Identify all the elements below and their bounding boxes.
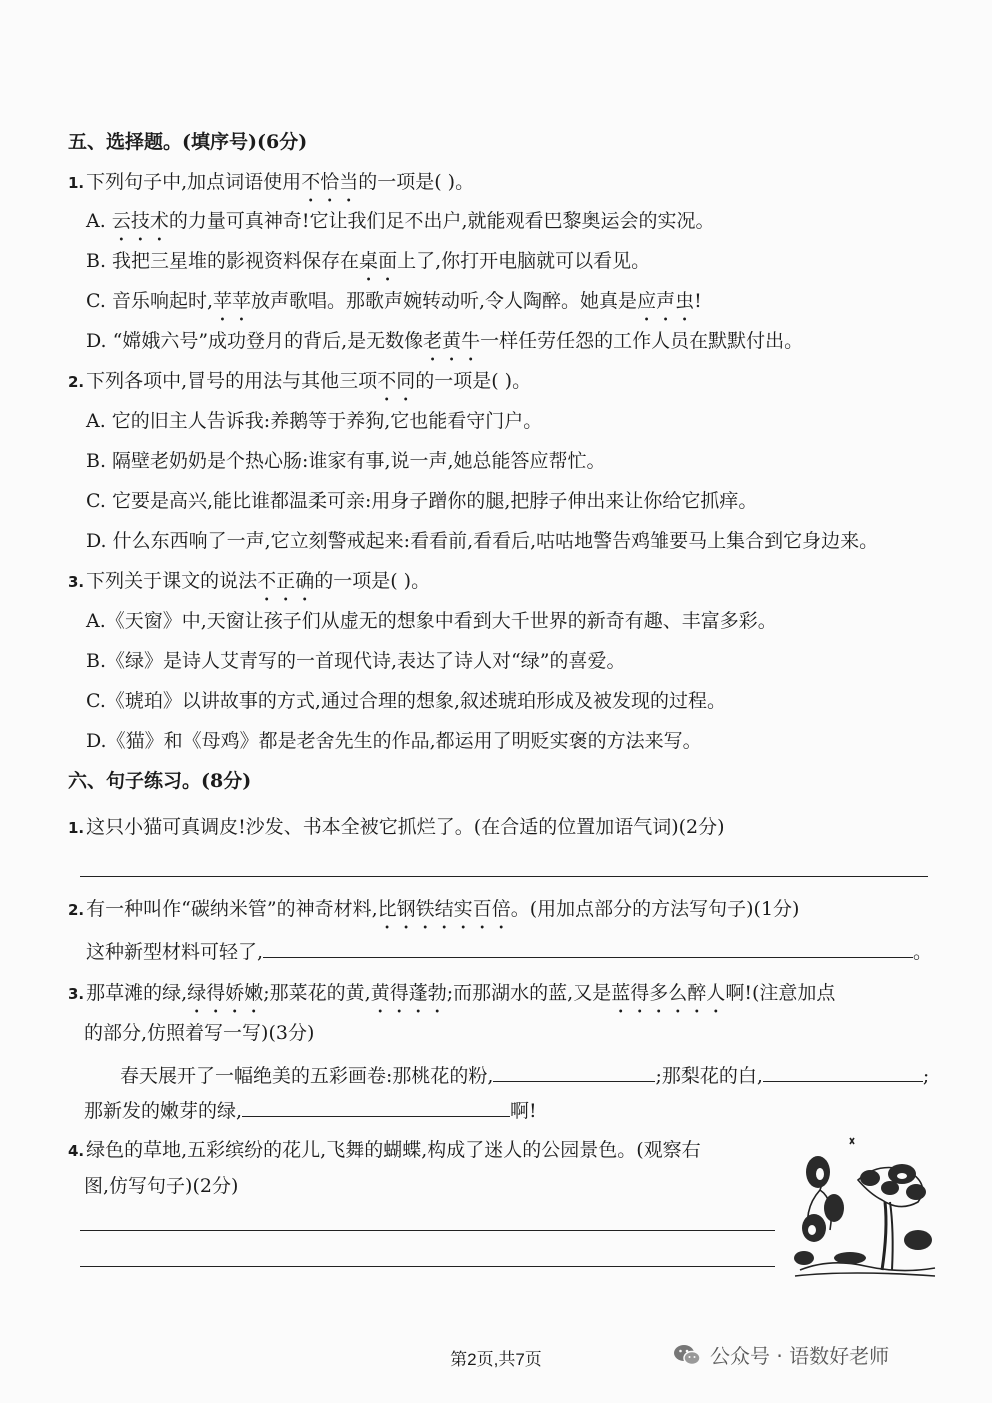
dotted-char: 勃 — [427, 982, 447, 1004]
s6-q2-stem — [68, 897, 799, 922]
q2-option-b: B. 隔壁老奶奶是个热心肠:谁家有事,说一声,她总能答应帮忙。 — [86, 450, 606, 472]
option-text: 上了,你打开电脑就可以看见。 — [397, 250, 651, 272]
question-number: 1. — [68, 174, 85, 192]
stem-text: 下列句子中,加点词语使用 — [86, 171, 302, 193]
dotted-char: 面 — [378, 250, 398, 272]
fill-text: 春天展开了一幅绝美的五彩画卷:那桃花的粉, — [120, 1065, 494, 1087]
wechat-icon — [672, 1342, 702, 1368]
dotted-char: 娇 — [225, 982, 245, 1004]
option-text: A. — [86, 210, 112, 232]
q2-option-a: A. 它的旧主人告诉我:养鹅等于养狗,它也能看守门户。 — [86, 410, 543, 432]
dotted-char: 黄 — [370, 982, 390, 1004]
answer-line[interactable] — [80, 1230, 775, 1231]
question-number: 3. — [68, 573, 85, 591]
page-number: 第2页,共7页 — [450, 1350, 542, 1369]
q3-option-a: A.《天窗》中,天窗让孩子们从虚无的想象中看到大千世界的新奇有趣、丰富多彩。 — [86, 610, 777, 632]
answer-line[interactable] — [80, 1266, 775, 1267]
q3-option-b: B.《绿》是诗人艾青写的一首现代诗,表达了诗人对“绿”的喜爱。 — [86, 650, 626, 672]
dotted-char: 云 — [111, 210, 131, 232]
dotted-char: 同 — [396, 370, 416, 392]
fill-text: 啊! — [510, 1100, 537, 1122]
option-text: 的力量可真神奇!它让我们足不出户,就能观看巴黎奥运会的实况。 — [168, 210, 715, 232]
q3-stem — [68, 569, 430, 594]
dotted-char: 苹 — [212, 290, 232, 312]
answer-blank[interactable] — [493, 1063, 655, 1082]
dotted-char: 实 — [453, 898, 473, 920]
stem-text: ;而那湖水的蓝,又是 — [446, 982, 612, 1004]
q2-option-c: C. 它要是高兴,能比谁都温柔可亲:用身子蹭你的腿,把脖子伸出来让你给它抓痒。 — [86, 490, 758, 512]
answer-line[interactable] — [80, 876, 928, 877]
stem-text: 下列关于课文的说法 — [86, 570, 258, 592]
q2-option-d: D. 什么东西响了一声,它立刻警戒起来:看看前,看看后,咕咕地警告鸡雏要马上集合到它身边来。 — [86, 530, 879, 552]
q1-option-c — [86, 289, 702, 313]
fill-end: 。 — [913, 941, 933, 963]
stem-text: 这只小猫可真调皮!沙发、书本全被它抓烂了。(在合适的位置加语气词)(2分) — [86, 816, 725, 838]
question-number: 1. — [68, 819, 85, 837]
dotted-char: 钢 — [396, 898, 416, 920]
watermark-text: 公众号 · 语数好老师 — [710, 1344, 890, 1368]
stem-text: 有一种叫作“碳纳米管”的神奇材料, — [86, 898, 378, 920]
dotted-char: 确 — [295, 570, 315, 592]
park-illustration — [790, 1130, 940, 1280]
dotted-char: 蓝 — [611, 982, 631, 1004]
question-number: 2. — [68, 373, 85, 391]
dotted-char: 不 — [257, 570, 277, 592]
option-text: D. “嫦娥六号”成功登月的背后,是无数像 — [86, 330, 424, 352]
dotted-char: 比 — [377, 898, 397, 920]
answer-blank[interactable] — [242, 1098, 510, 1117]
s6-q1-stem — [68, 815, 725, 840]
dotted-char: 得 — [206, 982, 226, 1004]
s6-q4-stem-cont: 图,仿写句子)(2分) — [84, 1175, 239, 1197]
dotted-char: 虫 — [675, 290, 695, 312]
fill-text: ;那梨花的白, — [655, 1065, 763, 1087]
option-text: B. 我把三星堆的影视资料保存在 — [86, 250, 360, 272]
stem-text: 啊!(注意加点 — [725, 982, 836, 1004]
dotted-char: 多 — [649, 982, 669, 1004]
option-text: 一样任劳任怨的工作人员在默默付出。 — [480, 330, 804, 352]
stem-text: ;那菜花的黄, — [263, 982, 371, 1004]
dotted-char: 当 — [339, 171, 359, 193]
stem-text: 那草滩的绿, — [86, 982, 188, 1004]
q1-option-a — [86, 209, 715, 233]
q1-option-b — [86, 249, 650, 273]
stem-text: 的一项是( )。 — [358, 171, 475, 193]
dotted-char: 结 — [434, 898, 454, 920]
stem-text: 下列各项中,冒号的用法与其他三项 — [86, 370, 378, 392]
s6-q3-stem — [68, 981, 835, 1006]
dotted-char: 得 — [389, 982, 409, 1004]
dotted-char: 苹 — [232, 290, 252, 312]
stem-text: 绿色的草地,五彩缤纷的花儿,飞舞的蝴蝶,构成了迷人的公园景色。(观察右 — [86, 1139, 701, 1161]
dotted-char: 人 — [706, 982, 726, 1004]
dotted-char: 黄 — [442, 330, 462, 352]
section6-heading: 六、句子练习。(8分) — [68, 770, 252, 792]
dotted-char: 嫩 — [244, 982, 264, 1004]
fill-text: 那新发的嫩芽的绿, — [84, 1100, 243, 1122]
dotted-char: 老 — [423, 330, 443, 352]
s6-q3-fill-line1 — [120, 1063, 929, 1088]
option-text: C. 音乐响起时, — [86, 290, 213, 312]
question-number: 2. — [68, 901, 85, 919]
dotted-char: 醉 — [687, 982, 707, 1004]
question-number: 3. — [68, 985, 85, 1003]
stem-text: 的一项是( )。 — [314, 570, 431, 592]
q1-stem — [68, 170, 474, 195]
dotted-char: 绿 — [187, 982, 207, 1004]
option-text: ! — [694, 290, 702, 312]
q3-option-c: C.《琥珀》以讲故事的方式,通过合理的想象,叙述琥珀形成及被发现的过程。 — [86, 690, 726, 712]
stem-text: 的一项是( )。 — [415, 370, 532, 392]
dotted-char: 么 — [668, 982, 688, 1004]
answer-blank[interactable] — [763, 1063, 923, 1082]
dotted-char: 蓬 — [408, 982, 428, 1004]
watermark — [672, 1340, 889, 1369]
q2-stem — [68, 369, 531, 394]
dotted-char: 百 — [472, 898, 492, 920]
dotted-char: 声 — [656, 290, 676, 312]
dotted-char: 不 — [377, 370, 397, 392]
dotted-char: 倍 — [491, 898, 511, 920]
s6-q4-stem — [68, 1138, 701, 1163]
s6-q2-fill — [86, 939, 932, 964]
dotted-char: 铁 — [415, 898, 435, 920]
answer-blank[interactable] — [263, 939, 913, 958]
dotted-char: 术 — [149, 210, 169, 232]
q3-option-d: D.《猫》和《母鸡》都是老舍先生的作品,都运用了明贬实褒的方法来写。 — [86, 730, 702, 752]
dotted-char: 技 — [130, 210, 150, 232]
s6-q3-stem-cont: 的部分,仿照着写一写)(3分) — [84, 1022, 315, 1044]
question-number: 4. — [68, 1142, 85, 1160]
option-text: 放声歌唱。那歌声婉转动听,令人陶醉。她真是 — [251, 290, 638, 312]
dotted-char: 牛 — [461, 330, 481, 352]
q1-option-d — [86, 329, 803, 353]
section5-heading: 五、选择题。(填序号)(6分) — [68, 131, 308, 153]
dotted-char: 恰 — [320, 171, 340, 193]
s6-q3-fill-line2 — [84, 1098, 537, 1123]
dotted-char: 正 — [276, 570, 296, 592]
fill-text: ; — [922, 1065, 930, 1087]
dotted-char: 得 — [630, 982, 650, 1004]
dotted-char: 不 — [301, 171, 321, 193]
fill-prefix: 这种新型材料可轻了, — [86, 941, 264, 963]
dotted-char: 应 — [637, 290, 657, 312]
dotted-char: 桌 — [359, 250, 379, 272]
stem-text: 。(用加点部分的方法写句子)(1分) — [510, 898, 800, 920]
